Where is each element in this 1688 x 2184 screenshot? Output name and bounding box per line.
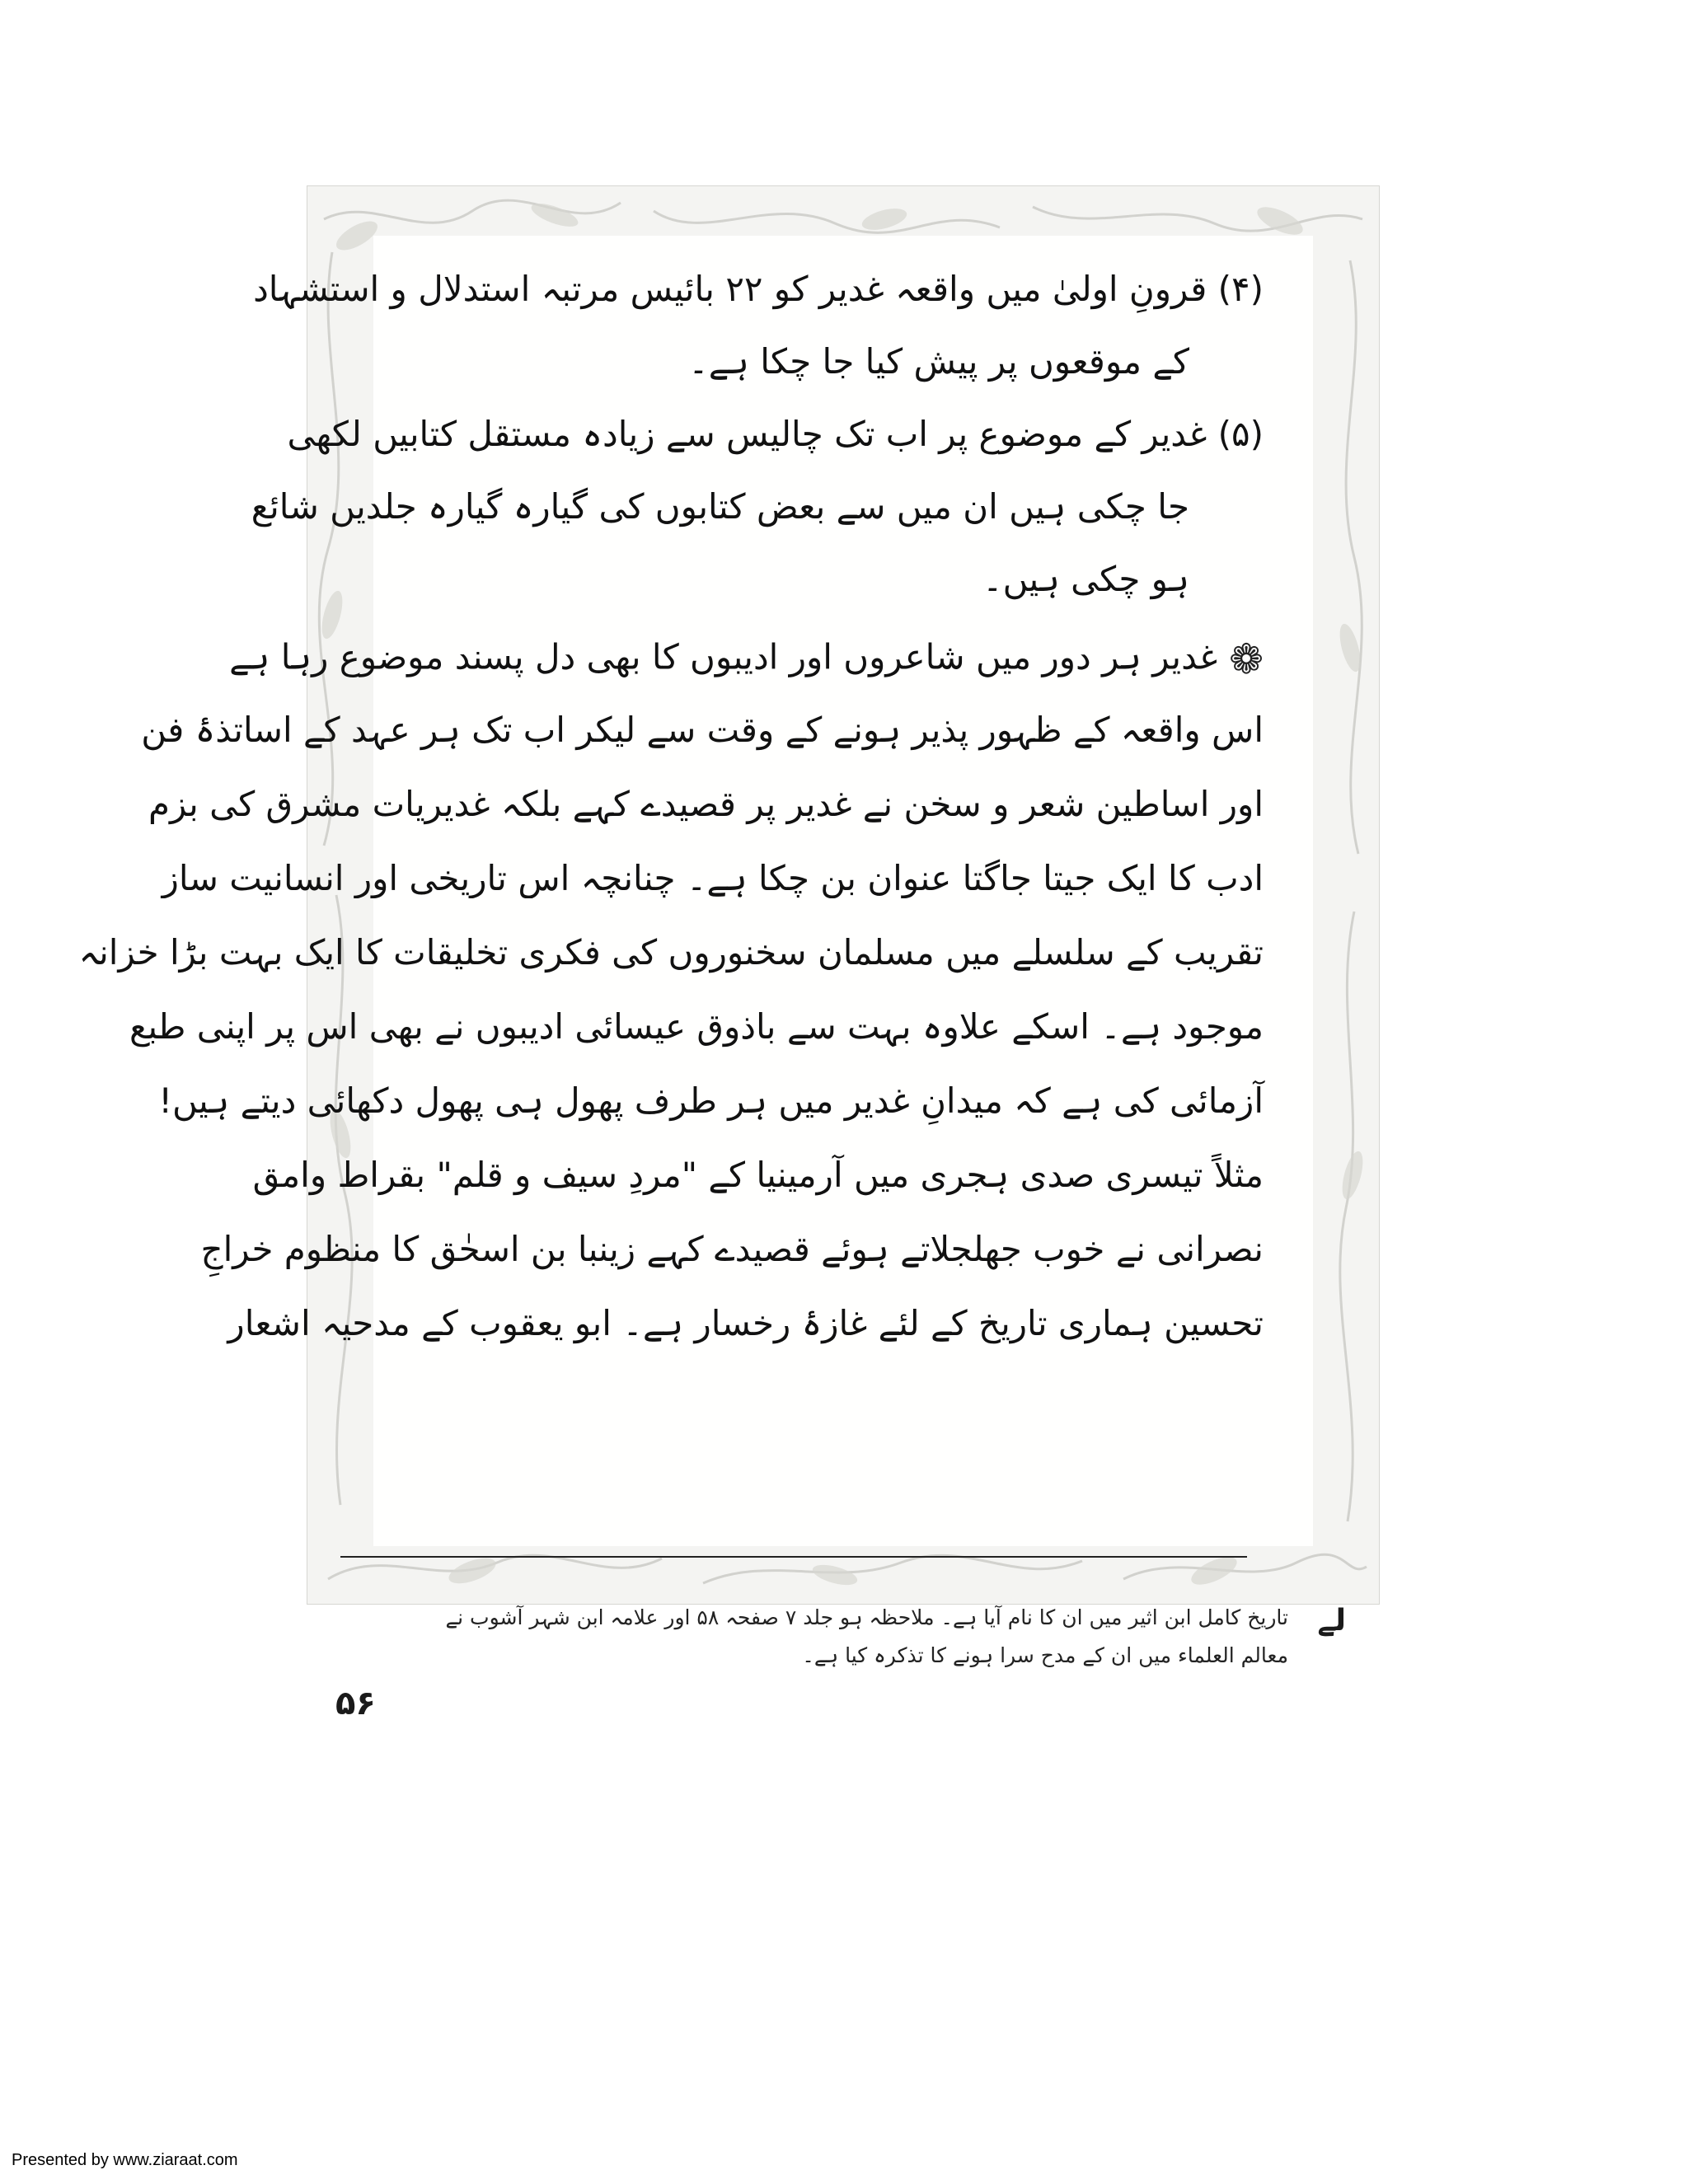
- body-line-6: غدیر ہر دور میں شاعروں اور ادیبوں کا بھی دل پسند موضوع رہا ہے: [229, 636, 1218, 677]
- page-frame: [78, 185, 1380, 1722]
- flower-ornament-icon: ❁: [1229, 635, 1264, 683]
- body-line-13: مثلاً تیسری صدی ہجری میں آرمینیا کے "مردِ سیف و قلم" بقراط وامق: [252, 1155, 1264, 1195]
- page-number: ۵۶: [335, 1685, 376, 1722]
- body-line-12: آزمائی کی ہے کہ میدانِ غدیر میں ہر طرف پھول ہی پھول دکھائی دیتے ہیں!: [158, 1080, 1264, 1121]
- body-line-10: تقریب کے سلسلے میں مسلمان سخنوروں کی فکری تخلیقات کا ایک بہت بڑا خزانہ: [78, 932, 1264, 972]
- body-line-15: تحسین ہماری تاریخ کے لئے غازۂ رخسار ہے۔ ابو یعقوب کے مدحیہ اشعار: [227, 1303, 1264, 1343]
- body-line-1: (۴) قرونِ اولیٰ میں واقعہ غدیر کو ۲۲ بائیس مرتبہ استدلال و استشہاد: [253, 269, 1264, 309]
- footnote-line-1: تاریخ کامل ابن اثیر میں ان کا نام آیا ہے۔ ملاحظہ ہو جلد ۷ صفحہ ۵۸ اور علامہ ابن شہر آشوب نے: [445, 1605, 1288, 1629]
- body-line-3: (۵) غدیر کے موضوع پر اب تک چالیس سے زیادہ مستقل کتابیں لکھی: [287, 414, 1264, 454]
- body-line-2: کے موقعوں پر پیش کیا جا چکا ہے۔: [688, 341, 1189, 382]
- body-line-11: موجود ہے۔ اسکے علاوہ بہت سے باذوق عیسائی ادیبوں نے بھی اس پر اپنی طبع: [129, 1006, 1264, 1047]
- body-line-14: نصرانی نے خوب جھلجلاتے ہوئے قصیدے کہے زینبا بن اسحٰق کا منظوم خراجِ: [200, 1229, 1264, 1269]
- footnote-mark: لے: [1317, 1604, 1346, 1638]
- footnote-rule: [340, 1556, 1247, 1558]
- body-line-8: اور اساطین شعر و سخن نے غدیر پر قصیدے کہے بلکہ غدیریات مشرق کی بزم: [148, 784, 1264, 824]
- footer-credit: Presented by www.ziaraat.com: [12, 2151, 238, 2169]
- body-line-5: ہو چکی ہیں۔: [982, 559, 1189, 599]
- body-line-7: اس واقعہ کے ظہور پذیر ہونے کے وقت سے لیکر اب تک ہر عہد کے اساتذۂ فن: [141, 710, 1264, 750]
- footnote-line-2: معالم العلماء میں ان کے مدح سرا ہونے کا تذکرہ کیا ہے۔: [802, 1643, 1288, 1667]
- body-line-9: ادب کا ایک جیتا جاگتا عنوان بن چکا ہے۔ چنانچہ اس تاریخی اور انسانیت ساز: [162, 858, 1264, 898]
- paragraph-start-line: [229, 635, 1264, 683]
- body-line-4: جا چکی ہیں ان میں سے بعض کتابوں کی گیارہ گیارہ جلدیں شائع: [251, 486, 1189, 527]
- text-panel: [78, 236, 1313, 1546]
